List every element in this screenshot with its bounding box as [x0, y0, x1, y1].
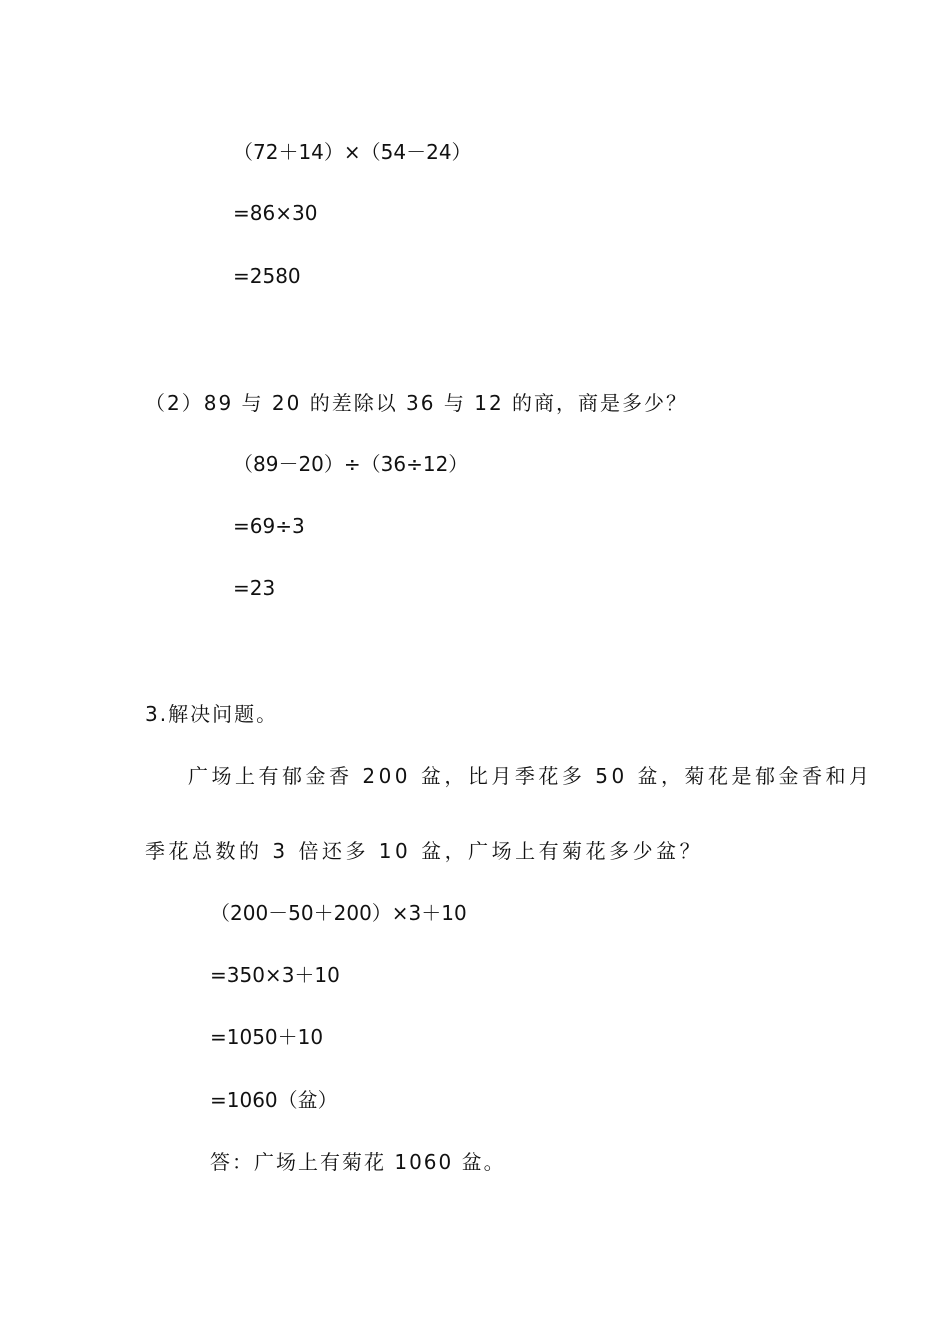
equation-step: =23: [233, 576, 276, 600]
equation-step: =69÷3: [233, 514, 305, 538]
equation-step: （72＋14）×（54－24）: [233, 140, 472, 164]
equation-step: （200－50＋200）×3＋10: [210, 901, 467, 925]
section-heading: 3.解决问题。: [145, 702, 279, 726]
equation-step: =1050＋10: [210, 1025, 324, 1049]
problem-text: 广场上有郁金香 200 盆，比月季花多 50 盆，菊花是郁金香和月: [188, 764, 873, 788]
equation-step: （89－20）÷（36÷12）: [233, 452, 469, 476]
equation-step: =1060（盆）: [210, 1088, 338, 1112]
question-2: （2）89 与 20 的差除以 36 与 12 的商，商是多少？: [145, 391, 689, 415]
problem-text: 季花总数的 3 倍还多 10 盆，广场上有菊花多少盆？: [145, 839, 704, 863]
equation-step: =2580: [233, 264, 301, 288]
equation-step: =86×30: [233, 201, 318, 225]
equation-step: =350×3＋10: [210, 963, 340, 987]
answer-text: 答：广场上有菊花 1060 盆。: [210, 1150, 506, 1174]
